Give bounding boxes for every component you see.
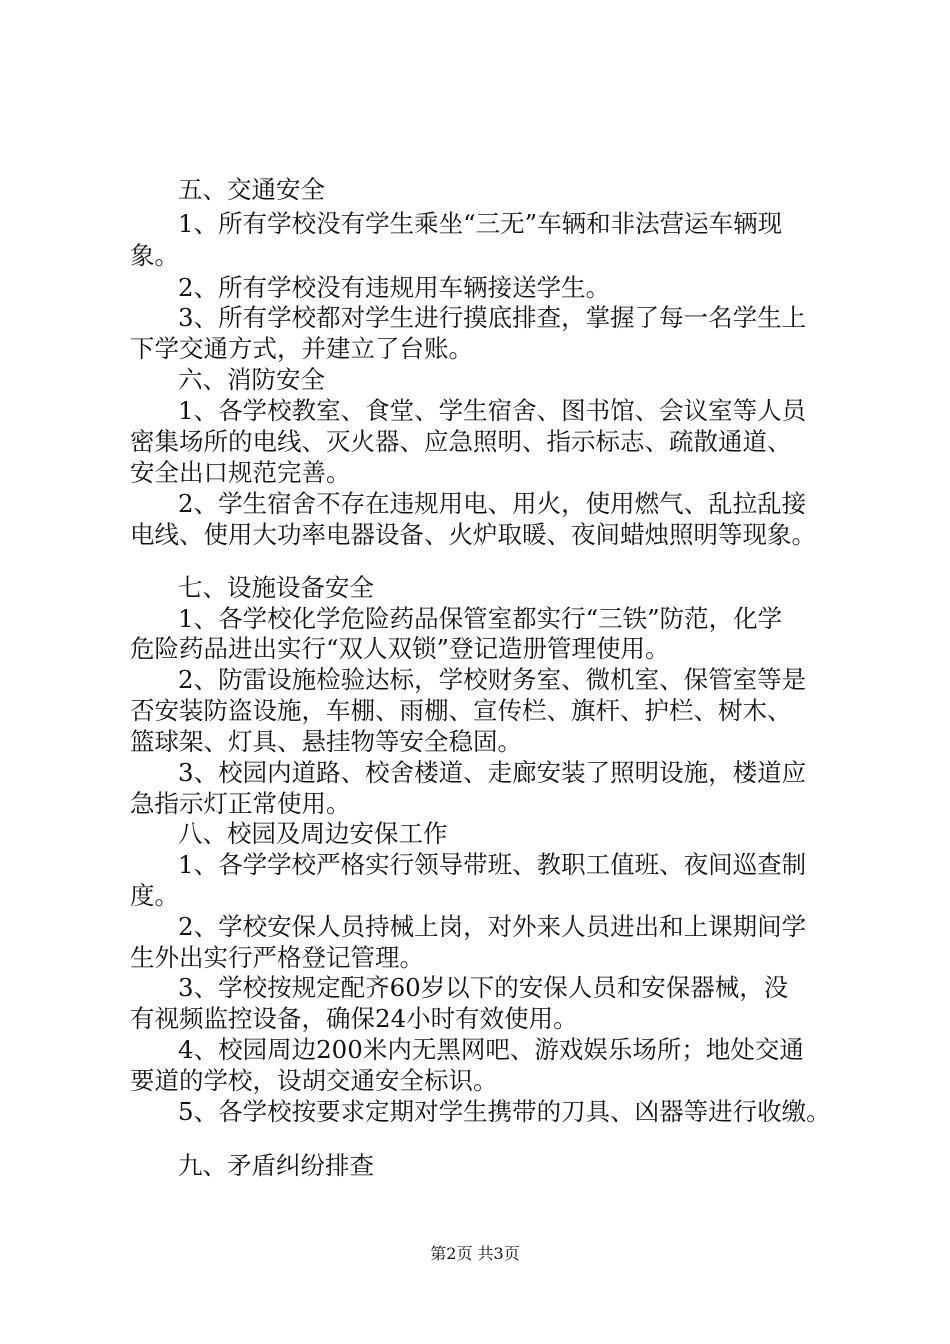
section-heading-traffic: 五、交通安全 [178, 175, 325, 204]
paragraph-line: 危险药品进出实行“双人双锁”登记造册管理使用。 [130, 634, 670, 663]
paragraph-line: 电线、使用大功率电器设备、火炉取暖、夜间蜡烛照明等现象。 [130, 520, 816, 549]
paragraph-line: 4、校园周边200米内无黑网吧、游戏娱乐场所；地处交通 [178, 1035, 804, 1064]
paragraph-line: 生外出实行严格登记管理。 [130, 943, 424, 972]
section-heading-facilities: 七、设施设备安全 [178, 573, 374, 602]
paragraph-line: 3、学校按规定配齐60岁以下的安保人员和安保器械，没 [178, 973, 789, 1002]
paragraph-line: 5、各学校按要求定期对学生携带的刀具、凶器等进行收缴。 [178, 1097, 831, 1126]
page-footer: 第2页 共3页 [430, 1244, 520, 1263]
paragraph-line: 2、所有学校没有违规用车辆接送学生。 [178, 273, 611, 302]
paragraph-line: 1、各学学校严格实行领导带班、教职工值班、夜间巡查制 [178, 850, 807, 879]
section-heading-fire: 六、消防安全 [178, 365, 325, 394]
paragraph-line: 密集场所的电线、灭火器、应急照明、指示标志、疏散通道、 [130, 427, 792, 456]
paragraph-line: 3、所有学校都对学生进行摸底排查，掌握了每一名学生上 [178, 303, 807, 332]
section-heading-campus-security: 八、校园及周边安保工作 [178, 819, 448, 848]
paragraph-line: 篮球架、灯具、悬挂物等安全稳固。 [130, 727, 522, 756]
paragraph-line: 1、所有学校没有学生乘坐“三无”车辆和非法营运车辆现 [178, 209, 783, 238]
paragraph-line: 2、学生宿舍不存在违规用电、用火，使用燃气、乱拉乱接 [178, 489, 807, 518]
paragraph-line: 否安装防盗设施，车棚、雨棚、宣传栏、旗杆、护栏、树木、 [130, 696, 792, 725]
section-heading-disputes: 九、矛盾纠纷排查 [178, 1151, 374, 1180]
paragraph-line: 1、各学校教室、食堂、学生宿舍、图书馆、会议室等人员 [178, 396, 807, 425]
paragraph-line: 2、学校安保人员持械上岗，对外来人员进出和上课期间学 [178, 912, 807, 941]
paragraph-line: 要道的学校，设胡交通安全标识。 [130, 1066, 498, 1095]
paragraph-line: 3、校园内道路、校舍楼道、走廊安装了照明设施，楼道应 [178, 758, 807, 787]
paragraph-line: 急指示灯正常使用。 [130, 789, 351, 818]
paragraph-line: 1、各学校化学危险药品保管室都实行“三铁”防范，化学 [178, 604, 783, 633]
paragraph-line: 度。 [130, 881, 179, 910]
paragraph-line: 安全出口规范完善。 [130, 458, 351, 487]
paragraph-line: 象。 [130, 241, 179, 270]
paragraph-line: 下学交通方式，并建立了台账。 [130, 334, 473, 363]
paragraph-line: 2、防雷设施检验达标，学校财务室、微机室、保管室等是 [178, 665, 807, 694]
paragraph-line: 有视频监控设备，确保24小时有效使用。 [130, 1004, 578, 1033]
